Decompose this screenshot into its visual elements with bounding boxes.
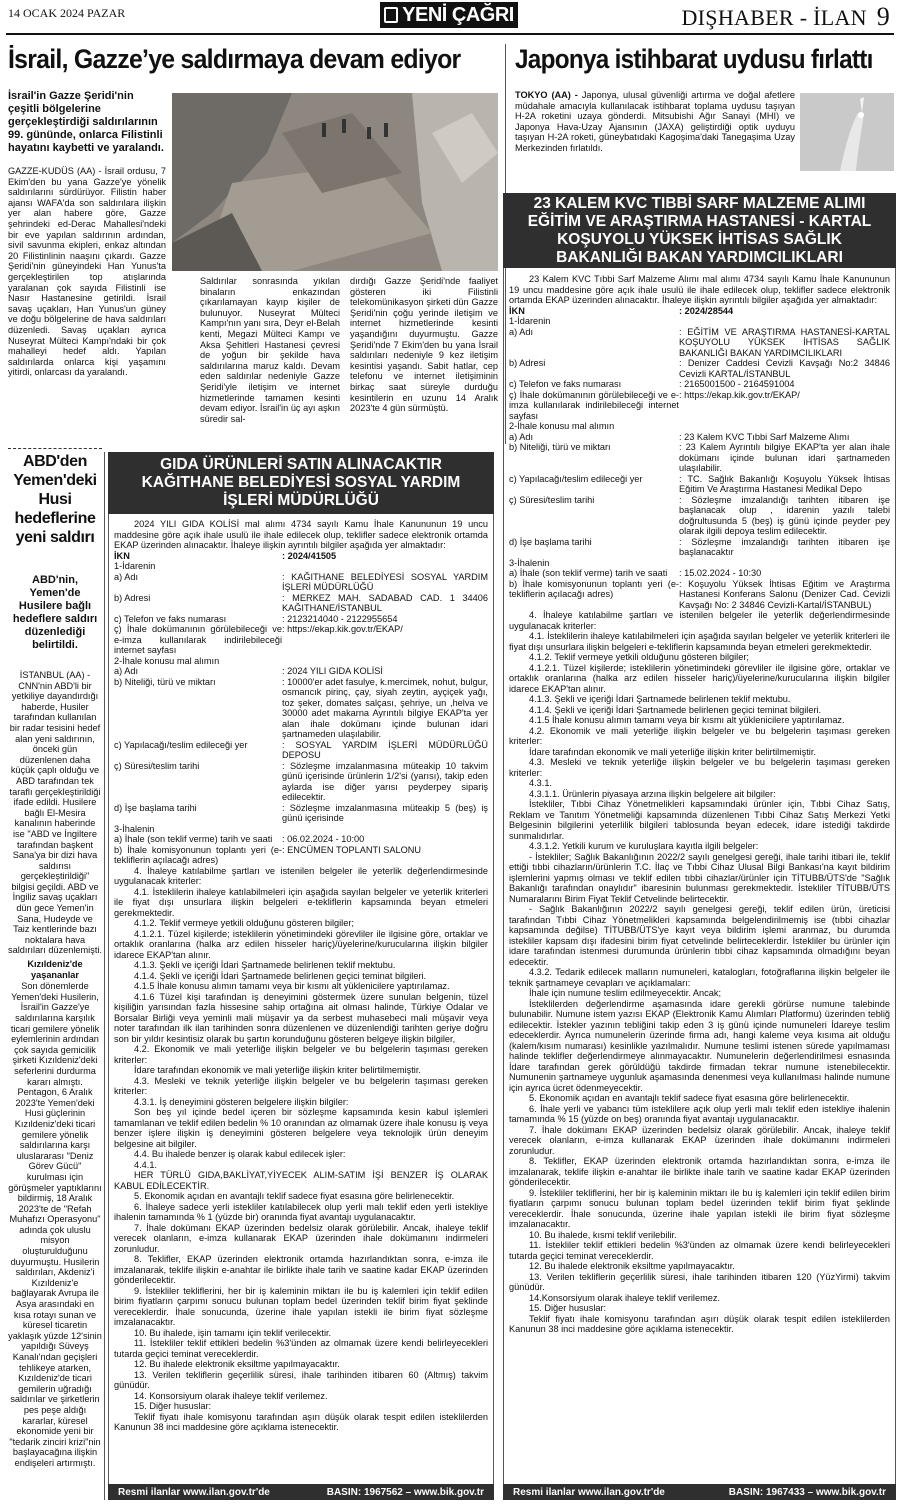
condition-paragraph: İsteklilerden değerlendirme aşamasında idare gerekli görürse numune talebinde bulunabilir. Numune istem yazısı EKAP (Elektronik Kamu Alımları Platformu) üzerinden tebliğ edilecektir. İstekler yazının tebliğini takip eden 3 iş günü içinde numuneleri İdareye teslim edeceklerdir. Ayrıca numunelerin üzerinde firma adı, hangi kaleme veya kısıma ait olduğu (kalem/kısım numarası) kesinlikle yazılmalıdır. Numune teslimi istenen sürede yapılmaması halinde teklifler değerlendirmeye alınmayacaktır. Numunelerin değerlendirilmesi esnasında İdare tarafından gerek görüldüğü takdirde firmadan tekrar numune istenebilecektir. Numunenin şartnameye uygunluk aşamasında denenmesi veya kullanılması halinde numune için ayrıca ücret ödenmeyecektir. bbox=[509, 998, 890, 1093]
detail-label: c) Yapılacağı/teslim edileceği yer bbox=[509, 473, 643, 484]
section-heading: 2-İhale konusu mal alımın bbox=[509, 421, 615, 431]
condition-paragraph: 4.3.1.1. Ürünlerin piyasaya arzına ilişkin belgelere ait bilgiler: bbox=[529, 788, 776, 799]
condition-paragraph: Son beş yıl içinde bedel içeren bir sözleşme kapsamında kesin kabul işlemleri tamamlanan ve teklif edilen bedelin % 10 oranından az olmamak üzere ihale konusu iş veya benzer işlere ilişkin iş deneyimini gösteren belgelere veya teknolojik ürün deneyim belgesine ait bilgiler. bbox=[114, 1107, 488, 1149]
detail-row bbox=[509, 327, 890, 359]
kartal-ikn-row bbox=[509, 306, 890, 317]
section-heading: 1-İdarenin bbox=[509, 316, 551, 326]
condition-paragraph: İdare tarafından ekonomik ve mali yeterliğe ilişkin kriter belirtilmemiştir. bbox=[134, 1065, 421, 1075]
detail-label: b) İhale komisyonunun toplantı yeri (e-tekliflerin açılacağı adres) bbox=[509, 578, 679, 599]
condition-paragraph: 6. İhale yerli ve yabancı tüm isteklilere açık olup yerli malı teklif eden istekliye ihalenin tamamında % 15 (yüzde on beş) oranında fiyat avantajı uygulanacaktır. bbox=[509, 1103, 890, 1124]
detail-value: : Sözleşme imzalanmasına müteakip 5 (beş) iş günü içerisinde bbox=[282, 802, 488, 823]
condition-paragraph: 15. Diğer hususlar: bbox=[134, 1401, 212, 1411]
condition-paragraph: İhale için numune teslim edilmeyecektir. Ancak; bbox=[529, 988, 722, 998]
detail-value: : 2165001500 - 2164591004 bbox=[679, 379, 795, 389]
kagithane-title-line: İŞLERİ MÜDÜRLÜĞÜ bbox=[223, 492, 379, 509]
detail-label: a) Adı bbox=[509, 431, 534, 442]
detail-label: ç) Süresi/teslim tarihi bbox=[509, 494, 595, 505]
detail-value: : 2024 YILI GIDA KOLİSİ bbox=[282, 666, 383, 676]
detail-value: : KAĞITHANE BELEDİYESİ SOSYAL YARDIM İŞLERİ MÜDÜRLÜĞÜ bbox=[282, 571, 488, 592]
detail-label: c) Yapılacağı/teslim edileceği yer bbox=[114, 739, 248, 750]
condition-paragraph: 12. Bu ihalede elektronik eksiltme yapılmayacaktır. bbox=[134, 1359, 340, 1369]
detail-label: a) Adı bbox=[509, 326, 534, 337]
detail-value: : SOSYAL YARDIM İŞLERİ MÜDÜRLÜĞÜ DEPOSU bbox=[282, 739, 488, 760]
condition-paragraph: 4.1.5 İhale konusu alımın tamamı veya bir kısmı alt yüklenicilere yaptırılamaz. bbox=[529, 715, 845, 725]
condition-paragraph: 4.1.6 Tüzel kişi tarafından iş deneyimini göstermek üzere sunulan belgenin, tüzel kişiliğin yarısından fazla hissesine sahip ortağına ait olması halinde, Türkiye Odalar ve Borsalar Birliği veya yeminli mali müşavir ya da serbest muhasebeci mali müşavir veya noter tarafından ilk ilan tarihinden sonra düzenlenen ve düzenlendiği tarihten geriye doğru son bir yıldır kesintisiz olarak bu şartın korunduğunu gösteren belgeye ilişkin bilgiler, bbox=[114, 991, 488, 1044]
detail-row bbox=[509, 568, 890, 579]
condition-paragraph: 4.3. Mesleki ve teknik yeterliğe ilişkin belgeler ve bu belgelerin taşıması gereken kriterler: bbox=[114, 1075, 488, 1096]
section-heading: 3-İhalenin bbox=[509, 557, 550, 568]
detail-label: d) İşe başlama tarihi bbox=[114, 802, 197, 813]
detail-row bbox=[114, 677, 488, 740]
ikn-value: : 2024/41505 bbox=[282, 550, 337, 561]
detail-label: c) Telefon ve faks numarası bbox=[509, 379, 622, 389]
condition-paragraph: 4.1.4. Şekli ve içeriği İdari Şartnamede belirlenen geçici teminat bilgileri. bbox=[529, 704, 822, 715]
abd-headline: ABD'den Yemen'deki Husi hedeflerine yeni saldırı bbox=[13, 453, 97, 546]
condition-paragraph: 13. Verilen tekliflerin geçerlilik süresi, ihale tarihinden itibaren 120 (YüzYirmi) takvim günüdür. bbox=[509, 1271, 890, 1292]
condition-paragraph: 11. İstekliler teklif ettikleri bedelin %3'ünden az olmamak üzere kendi belirleyecekleri tutarda geçici teminat vereceklerdir. bbox=[114, 1338, 488, 1359]
detail-value: : 23 Kalem Ayrıntılı bilgiye EKAP'ta yer alan ihale dokümanı içinde bulunan idari şartnameden ulaşılabilir. bbox=[679, 442, 890, 473]
condition-paragraph: HER TÜRLÜ GIDA,BAKLİYAT,YİYECEK ALIM-SATIM İŞİ BENZER İŞ OLARAK KABUL EDİLECEKTİR. bbox=[114, 1170, 488, 1191]
detail-value: : TC. Sağlık Bakanlığı Koşuyolu Yüksek İhtisas Eğitim Ve Araştırma Hastanesi Medikal Depo bbox=[679, 473, 890, 494]
kagithane-intro: 2024 YILI GIDA KOLİSİ mal alımı 4734 sayılı Kamu İhale Kanununun 19 uncu maddesine göre açık ihale usulü ile ihale edilecek olup, teklifler sadece elektronik ortamda EKAP üzerinden alınacaktır. İhaleye ilişkin ayrıntılı bilgiler aşağıda yer almaktadır: bbox=[114, 519, 488, 550]
detail-label: a) Adı bbox=[114, 571, 139, 582]
kagithane-title-line: GIDA ÜRÜNLERİ SATIN ALINACAKTIR bbox=[160, 456, 442, 473]
condition-paragraph: 9. İstekliler tekliflerini, her bir iş kaleminin miktarı ile bu iş kalemleri için teklif edilen birim fiyatların çarpımı sonucu bulunan toplam bedel üzerinden teklif birim fiyat şeklinde vereceklerdir. İhale sonucunda, üzerine ihale yapılan istekli ile birim fiyat sözleşme imzalanacaktır. bbox=[509, 1187, 890, 1229]
detail-row bbox=[509, 379, 890, 390]
condition-paragraph: 9. İstekliler tekliflerini, her bir iş kaleminin miktarı ile bu iş kalemleri için teklif edilen birim fiyatların çarpımı sonucu bulunan toplam bedel üzerinden teklif birim fiyat şeklinde vereceklerdir. İhale sonucunda, üzerine ihale yapılan istekli ile birim fiyat sözleşme imzalanacaktır. bbox=[114, 1285, 488, 1327]
detail-row bbox=[509, 358, 890, 379]
detail-label: a) İhale (son teklif verme) tarih ve saati bbox=[509, 568, 668, 578]
condition-paragraph: 7. İhale dokümanı EKAP üzerinden bedelsiz olarak görülebilir. Ancak, ihaleye teklif verecek olanların, e-imza kullanarak EKAP üzerinden ihale dokümanını indirmeleri zorunludur. bbox=[509, 1124, 890, 1156]
condition-paragraph: 4. İhaleye katılabilme şartları ve istenilen belgeler ile yeterlik değerlendirmesinde uygulanacak kriterler: bbox=[509, 610, 890, 631]
condition-paragraph: 4.1. İsteklilerin ihaleye katılabilmeleri için aşağıda sayılan belgeler ve yeterlik kriterleri ile fiyat dışı unsurlara ilişkin belgeleri e-tekliflerin kapsamında beyan etmeleri gerekmektedir. bbox=[114, 886, 488, 918]
issue-date: 14 OCAK 2024 PAZAR bbox=[8, 6, 126, 20]
kagithane-ad-footer bbox=[108, 1484, 494, 1500]
detail-value: : MERKEZ MAH. SADABAD CAD. 1 34406 KAĞITHANE/İSTANBUL bbox=[282, 592, 488, 613]
detail-row bbox=[509, 442, 890, 474]
israel-headline: İsrail, Gazze’ye saldırmaya devam ediyor bbox=[8, 44, 461, 74]
condition-paragraph: 4.2. Ekonomik ve mali yeterliğe ilişkin belgeler ve bu belgelerin taşıması gereken kriterler: bbox=[114, 1044, 488, 1065]
detail-row bbox=[114, 845, 488, 866]
kartal-title-line: KOŞUYOLU YÜKSEK İHTİSAS SAĞLIK bbox=[557, 230, 842, 248]
detail-row bbox=[509, 474, 890, 495]
detail-value: : Sözleşme imzalandığı tarihten itibaren işe başlanacak olup , idarenin yazılı talebi doğrultusunda 5 (beş) iş günü içinde peyder pey olarak ilgili depoya teslim edilecektir. bbox=[679, 494, 890, 536]
footer-ilan-link: Resmi ilanlar www.ilan.gov.tr'de bbox=[513, 1486, 665, 1498]
kagithane-ad-body bbox=[114, 519, 488, 1481]
detail-row bbox=[509, 390, 890, 422]
condition-paragraph: 4.4. Bu ihalede benzer iş olarak kabul edilecek işler: bbox=[134, 1149, 346, 1159]
detail-value: : 2123214040 - 2122955654 bbox=[282, 613, 398, 624]
detail-row bbox=[114, 593, 488, 614]
condition-paragraph: - Sağlık Bakanlığının 2022/2 sayılı genelgesi gereği, teklif edilen ürün, üreticisi tarafından Tıbbi Cihaz Yönetmelikleri kapsamında belgelendirilmemiş ise (tıbbi cihazlar kapsamında değilse) TİTUBB/ÜTS'ye kayıt veya bildirim işlemi aranmaz, bu durumda istekliler kapsam dışı ifadesini birim fiyat cetvelinde belirteceklerdir. İstekliler bu ürünler için idare tarafından istenmesi durumunda ürünlerin tıbbi cihaz kapsamında olmadığını beyan edecektir. bbox=[509, 904, 890, 967]
israel-column-3: dırdığı Gazze Şeridi'nde faaliyet gösteren iki Filistinli telekomünikasyon şirketi dün Gazze Şeridi'nin çoğu yerinde iletişim ve internet hizmetlerinde kesinti yaşandığını duyurmuştu. Gazze Şeridi'nde 7 Ekim'den bu yana İsrail saldırıları nedeniyle 9 kez iletişim kesintisi yaşandı. Sabit hatlar, cep telefonu ve internet iletişiminin birkaç saat süreyle durduğu kesintilerin en uzunu 14 Aralık 2023'te 4 gün sürmüştü. bbox=[350, 276, 498, 414]
detail-row bbox=[114, 761, 488, 803]
page-number: 9 bbox=[876, 2, 890, 31]
kartal-intro: 23 Kalem KVC Tıbbi Sarf Malzeme Alımı mal alımı 4734 sayılı Kamu İhale Kanununun 19 uncu maddesine göre açık ihale usulü ile ihale edilecek olup, teklifler sadece elektronik ortamda EKAP üzerinden alınacaktır. İhaleye ilişkin ayrıntılı bilgiler aşağıda yer almaktadır: bbox=[509, 274, 890, 305]
detail-row bbox=[114, 834, 488, 845]
detail-value: : 06.02.2024 - 10:00 bbox=[282, 834, 365, 844]
condition-paragraph: 14.Konsorsiyum olarak ihaleye teklif verilemez. bbox=[529, 1292, 720, 1303]
detail-value: : 15.02.2024 - 10:30 bbox=[679, 568, 762, 578]
kagithane-conditions bbox=[114, 866, 488, 1433]
detail-label: c) Telefon ve faks numarası bbox=[114, 613, 227, 624]
israel-column-1: GAZZE-KUDÜS (AA) - İsrail ordusu, 7 Ekim'den bu yana Gazze'ye yönelik saldırılarını sürdürüyor. Filistin haber ajansı WAFA'da son saldırılara ilişkin yer alan habere göre, Gazze şehrindeki ed-Derac Mahallesi'ndeki bir eve yapılan saldırının ardından, sivil savunma ekipleri, enkaz altından 20 Filistinlinin naaşını çıkardı. Gazze Şeridi'nin güneyindeki Han Yunus'ta gerçekleştirilen top atışlarında yaralanan çok sayıda Filistinli ise Nasır Hastanesine getirildi. İsrail savaş uçakları, Han Yunus'un güney ve doğu bölgelerine de hava saldırıları düzenledi. Savaş uçakları ayrıca Nuseyrat Mülteci Kampı'ndaki bir çok mahalleyi hedef aldı. Yapılan saldırılarda onlarca kişi yaşamını yitirdi, onlarcası da yaralandı. bbox=[8, 166, 166, 378]
abd-body-2: Son dönemlerde Yemen'deki Husilerin, İsrail'in Gazze'ye saldırılarına karşılık ticari gemilere yönelik eylemlerinin ardından çok sayıda gemicilik şirketi Kızıldeniz'deki seferlerini durdurma kararı almıştı. Pentagon, 6 Aralık 2023'te Yemen'deki Husi güçlerinin Kızıldeniz'deki ticari gemilere yönelik saldırılarına karşı uluslararası "Deniz Görev Gücü" kurulması için görüşmeler yaptıklarını bildirmiş, 18 Aralık 2023'te de "Refah Muhafızı Operasyonu" adında çok uluslu misyon oluşturulduğunu duyurmuştu. Husilerin saldırıları, Akdeniz'i Kızıldeniz'e bağlayarak Avrupa ile Asya arasındaki en kısa rotayı sunan ve küresel ticaretin yaklaşık yüzde 12'sinin yapıldığı Süveyş Kanalı'ndan geçişleri tehlikeye atarken, Kızıldeniz'de ticari gemilerin uğradığı saldırılar ve şirketlerin pes peşe aldığı kararlar, küresel ekonomide yeni bir "tedarik zinciri krizi"nin başlayacağına ilişkin endişeleri artırmıştı. bbox=[8, 981, 102, 1468]
detail-row bbox=[509, 537, 890, 558]
detail-label: a) Adı bbox=[114, 666, 139, 676]
condition-paragraph: - İstekliler; Sağlık Bakanlığının 2022/2 sayılı genelgesi gereği, ihale tarihi itibari ile, teklif ettiği tıbbi cihazların/ürünlerin T.C. İlaç ve Tıbbi Cihaz Ulusal Bilgi Bankası'na kayıt bildirim işlemlerini yapmış olması ve teklif edilen tıbbi cihazlar/ürünler için TİTUBB/ÜTS'de "Sağlık Bakanlığı tarafından onaylıdır" ibaresinin bulunması gerekmektedir. İstekliler TİTUBB/ÜTS Numaralarını Birim Fiyat Teklif Cetvelinde belirtecektir. bbox=[509, 851, 890, 904]
detail-value: : Sözleşme imzalandığı tarihten itibaren işe başlanacaktır bbox=[679, 536, 890, 557]
rocket-launch-photo bbox=[800, 93, 894, 171]
condition-paragraph: 4.3.1. İş deneyimini gösteren belgelere ilişkin bilgiler: bbox=[134, 1096, 349, 1107]
abd-subhead: Kızıldeniz'de yaşananlar bbox=[27, 959, 83, 980]
condition-paragraph: 4.2. Ekonomik ve mali yeterliğe ilişkin belgeler ve bu belgelerin taşıması gereken kriterler: bbox=[509, 725, 890, 746]
condition-paragraph: 13. Verilen tekliflerin geçerlilik süresi, ihale tarihinden itibaren 60 (Altmış) takvim günüdür. bbox=[114, 1369, 488, 1390]
section-heading: 1-İdarenin bbox=[114, 561, 156, 571]
detail-row bbox=[114, 572, 488, 593]
ikn-value: : 2024/28544 bbox=[679, 305, 734, 316]
detail-value: : https://ekap.kik.gov.tr/EKAP/ bbox=[282, 624, 403, 634]
condition-paragraph: 14. Konsorsiyum olarak ihaleye teklif verilemez. bbox=[134, 1390, 328, 1401]
detail-row bbox=[509, 579, 890, 611]
ikn-label: İKN bbox=[509, 305, 525, 316]
detail-label: ç) Süresi/teslim tarihi bbox=[114, 760, 200, 771]
condition-paragraph: 5. Ekonomik açıdan en avantajlı teklif sadece fiyat esasına göre belirlenecektir. bbox=[529, 1093, 850, 1103]
detail-row bbox=[509, 432, 890, 443]
abd-article-text bbox=[8, 670, 102, 1500]
column-divider bbox=[104, 452, 105, 1500]
kagithane-title-line: KAĞITHANE BELEDİYESİ SOSYAL YARDIM bbox=[141, 474, 461, 491]
detail-row bbox=[114, 803, 488, 824]
section-heading: 2-İhale konusu mal alımın bbox=[114, 655, 220, 666]
condition-paragraph: İstekliler, Tıbbi Cihaz Yönetmelikleri kapsamındaki ürünler için, Tıbbi Cihaz Satış, Reklam ve Tanıtım Yönetmeliği kapsamında düzenlenen Tıbbi Cihaz Satış Merkezi Yetki Belgesinin bilgilerini yeterlilik bilgileri tablosunda beyan edecek, idare istediği takdirde sunmalıdırlar. bbox=[509, 799, 890, 841]
abd-top-rule bbox=[8, 448, 102, 449]
kartal-ad-footer bbox=[503, 1484, 896, 1500]
detail-label: b) Niteliği, türü ve miktarı bbox=[509, 442, 611, 452]
condition-paragraph: 10. Bu ihalede, işin tamamı için teklif verilecektir. bbox=[134, 1327, 332, 1338]
detail-value: : ENCÜMEN TOPLANTI SALONU bbox=[282, 844, 422, 855]
detail-row bbox=[114, 614, 488, 625]
kartal-title-line: 23 KALEM KVC TIBBİ SARF MALZEME ALIMI bbox=[533, 194, 866, 212]
condition-paragraph: 6. İhaleye sadece yerli istekliler katılabilecek olup yerli malı teklif eden yerli istekliye ihalenin tamamında % 1 (yüzde bir) oranında fiyat avantajı uygulanacaktır. bbox=[114, 1201, 488, 1222]
abd-lead: ABD'nin, Yemen'de Husilere bağlı hedeflere saldırı düzenlediği belirtildi. bbox=[12, 574, 98, 651]
condition-paragraph: 8. Teklifler, EKAP üzerinden elektronik ortamda hazırlandıktan sonra, e-imza ile imzalanarak, teklife ilişkin e-anahtar ile birlikte ihale tarih ve saatine kadar EKAP üzerinden gönderilecektir. bbox=[114, 1254, 488, 1285]
israel-lead: İsrail'in Gazze Şeridi'nin çeşitli bölgelerine gerçekleştirdiği saldırılarının 99. gününde, onlarca Filistinli hayatını kaybetti ve yaralandı. bbox=[8, 90, 164, 154]
condition-paragraph: İdare tarafından ekonomik ve mali yeterliğe ilişkin kriter belirtilmemiştir. bbox=[529, 746, 816, 757]
detail-value: : Denizer Caddesi Cevizli Kavşağı No:2 34846 Cevizli KARTAL/İSTANBUL bbox=[679, 358, 890, 379]
japan-dateline: TOKYO (AA) - bbox=[515, 90, 578, 100]
condition-paragraph: 4.1.3. Şekli ve içeriği İdari Şartnamede belirlenen teklif mektubu. bbox=[134, 960, 396, 970]
ikn-label: İKN bbox=[114, 550, 130, 561]
detail-value: : EĞİTİM VE ARAŞTIRMA HASTANESİ-KARTAL KOŞUYOLU YÜKSEK İHTİSAS SAĞLIK BAKANLIĞI BAKAN YARDIMCILIKLARI bbox=[679, 326, 890, 358]
detail-row bbox=[509, 495, 890, 537]
section-name: DIŞHABER - İLAN bbox=[681, 5, 867, 30]
condition-paragraph: 4.1.3. Şekli ve içeriği İdari Şartnamede belirlenen teklif mektubu. bbox=[529, 694, 791, 704]
detail-value: : Sözleşme imzalanmasına müteakip 10 takvim günü içerisinde ürünlerin 1/2'si (yarısı), takip eden aylarda ise diğer yarısı peyderpey sipariş edilecektir. bbox=[282, 760, 488, 802]
footer-basin-code: BASIN: 1967433 – www.bik.gov.tr bbox=[728, 1486, 886, 1498]
condition-paragraph: 15. Diğer hususlar: bbox=[529, 1303, 607, 1313]
detail-label: d) İşe başlama tarihi bbox=[509, 536, 592, 547]
israel-column-2: Saldırılar sonrasında yıkılan binaların enkazından çıkarılamayan kayıp kişiler de bulunuyor. Nuseyrat Mülteci Kampı'nın yanı sıra, Deyr el-Belah kenti, Megazi Mülteci Kampı ve Aksa Şehitleri Hastanesi çevresi de yoğun bir şekilde hava saldırılarına maruz kaldı. Devam eden saldırılar nedeniyle Gazze Şeridi'yle iletişim ve internet hizmetlerinde tamamen kesinti devam ediyor. İsrail'in üç ayı aşkın süredir sal- bbox=[200, 276, 340, 424]
kartal-conditions bbox=[509, 610, 890, 1335]
detail-value: : https://ekap.kik.gov.tr/EKAP/ bbox=[679, 389, 800, 400]
detail-label: b) Niteliği, türü ve miktarı bbox=[114, 676, 216, 687]
condition-paragraph: 4.1.2.1. Tüzel kişilerde; isteklilerin yönetimindeki görevliler ile ilgisine göre, ortaklar ve ortaklık oranlarına (halka arz edilen hisseler hariç)/üyelerine/kurucularına ilişkin bilgiler idarece EKAP'tan alınır. bbox=[509, 662, 890, 694]
kagithane-ikn-row bbox=[114, 551, 488, 562]
footer-ilan-link: Resmi ilanlar www.ilan.gov.tr'de bbox=[118, 1486, 270, 1498]
condition-paragraph: 4.1. İsteklilerin ihaleye katılabilmeleri için aşağıda sayılan belgeler ve yeterlik kriterleri ile fiyat dışı unsurlara ilişkin belgeleri e-tekliflerin kapsamında beyan etmeleri gerekmektedir. bbox=[509, 631, 890, 652]
condition-paragraph: 12. Bu ihalede elektronik eksiltme yapılmayacaktır. bbox=[529, 1261, 735, 1271]
condition-paragraph: 8. Teklifler, EKAP üzerinden elektronik ortamda hazırlandıktan sonra, e-imza ile imzalanarak, teklife ilişkin e-anahtar ile birlikte ihale tarih ve saatine kadar EKAP üzerinden gönderilecektir. bbox=[509, 1156, 890, 1187]
kartal-title-line: BAKANLIĞI BAKAN YARDIMCILIKLARI bbox=[556, 248, 843, 266]
condition-paragraph: 4.4.1. bbox=[134, 1159, 157, 1170]
japan-article-text bbox=[515, 90, 795, 154]
abd-body-1: İSTANBUL (AA) - CNN'nin ABD'li bir yetkiliye dayandırdığı haberde, Husiler tarafından kullanılan bir radar tesisini hedef alan yeni saldırının, önceki gün düzenlenen daha küçük çaplı olduğu ve ABD tarafından tek taraflı gerçekleştirildiği ifade edildi. Husilere bağlı El-Mesira kanalının haberinde ise "ABD ve İngiltere tarafından başkent Sana'ya bir dizi hava saldırısı gerçekleştirildiği" bilgisi geçildi. ABD ve İngiliz savaş uçakları dün gece Yemen'in Sana, Hudeyde ve Taiz kentlerinde bazı noktalara hava saldırıları düzenlemişti. bbox=[8, 670, 102, 956]
condition-paragraph: 4.1.2. Teklif vermeye yetkili olduğunu gösteren bilgiler; bbox=[134, 918, 354, 928]
condition-paragraph: 4.3.2. Tedarik edilecek malların numuneleri, katalogları, fotoğraflarına ilişkin belgeler ile teknik şartnameye cevapları ve açıklamaları: bbox=[509, 967, 890, 988]
header-divider bbox=[6, 33, 894, 35]
condition-paragraph: 4.1.4. Şekli ve içeriği İdari Şartnamede belirlenen geçici teminat bilgileri. bbox=[134, 970, 427, 981]
detail-row bbox=[114, 624, 488, 656]
kartal-ad-title bbox=[503, 193, 896, 268]
condition-paragraph: 11. İstekliler teklif ettikleri bedelin %3'ünden az olmamak üzere kendi belirleyecekleri tutarda geçici teminat vereceklerdir. bbox=[509, 1240, 890, 1261]
detail-row bbox=[114, 666, 488, 677]
detail-label: b) Adresi bbox=[509, 358, 546, 368]
detail-label: ç) İhale dokümanının görülebileceği ve e-imza kullanılarak indirilebileceği internet sayfası bbox=[509, 389, 679, 421]
detail-label: b) Adresi bbox=[114, 592, 151, 603]
condition-paragraph: Teklif fiyatı ihale komisyonu tarafından aşırı düşük olarak tespit edilen isteklilerden Kanunun 38 inci maddesine göre açıklama istenecektir. bbox=[509, 1313, 890, 1334]
detail-value: : 23 Kalem KVC Tıbbi Sarf Malzeme Alımı bbox=[679, 431, 850, 442]
detail-value: : 10000'er adet fasulye, k.mercimek, nohut, bulgur, osmancık pirinç, çay, siyah zeytin, ayçiçek yağı, toz şeker, domates salçası, şehriye, un ,helva ve 30000 adet makarna Ayrıntılı bilgiye EKAP'ta yer alan ihale dokümanı içinde bulunan idari şartnameden ulaşılabilir. bbox=[282, 676, 488, 739]
condition-paragraph: 5. Ekonomik açıdan en avantajlı teklif sadece fiyat esasına göre belirlenecektir. bbox=[134, 1191, 455, 1201]
condition-paragraph: 10. Bu ihalede, kısmi teklif verilebilir. bbox=[529, 1229, 677, 1240]
kagithane-ad-title bbox=[108, 452, 494, 514]
gaza-rubble-photo bbox=[172, 93, 498, 271]
section-label bbox=[681, 2, 890, 32]
detail-label: ç) İhale dokümanının görülebileceği ve e-imza kullanılarak indirilebileceği internet sayfası bbox=[114, 624, 282, 655]
condition-paragraph: 4.1.2. Teklif vermeye yetkili olduğunu gösteren bilgiler; bbox=[529, 652, 749, 662]
condition-paragraph: 4.1.2.1. Tüzel kişilerde; isteklilerin yönetimindeki görevliler ile ilgisine göre, ortaklar ve ortaklık oranlarına (halka arz edilen hisseler hariç)/üyelerine/kurucularına ilişkin bilgiler idarece EKAP'tan alınır. bbox=[114, 928, 488, 960]
condition-paragraph: 4.1.5 İhale konusu alımın tamamı veya bir kısmı alt yüklenicilere yaptırılamaz. bbox=[134, 981, 450, 991]
condition-paragraph: 4.3. Mesleki ve teknik yeterliğe ilişkin belgeler ve bu belgelerin taşıması gereken kriterler: bbox=[509, 757, 890, 778]
kartal-ad-body bbox=[509, 274, 890, 1480]
masthead-logo-icon bbox=[384, 7, 398, 23]
newspaper-masthead bbox=[380, 2, 518, 28]
japan-body: Japonya, ulusal güvenliği artırma ve doğal afetlere müdahale amacıyla kullanılacak istihbarat toplama uydusu taşıyan H-2A roketini uzaya gönderdi. Mitsubishi Ağır Sanayi (MHI) ve Japonya Hava-Uzay Ajansının (JAXA) geliştirdiği optik uyduyu taşıyan H-2A roketi, güneybatıdaki Kagoşima'daki Tanegaşima Uzay Merkezinden fırlatıldı. bbox=[515, 90, 795, 153]
masthead-title: YENİ ÇAĞRI bbox=[402, 3, 514, 26]
detail-value: : Koşuyolu Yüksek İhtisas Eğitim ve Araştırma Hastanesi Konferans Salonu (Denizer Cad. Cevizli Kavşağı No: 2 34846 Cevizli-Kartal/İSTANBUL) bbox=[679, 578, 890, 610]
detail-label: b) İhale komisyonunun toplantı yeri (e-tekliflerin açılacağı adres) bbox=[114, 844, 282, 865]
condition-paragraph: 7. İhale dokümanı EKAP üzerinden bedelsiz olarak görülebilir. Ancak, ihaleye teklif verecek olanların, e-imza kullanarak EKAP üzerinden ihale dokümanını indirmeleri zorunludur. bbox=[114, 1222, 488, 1254]
condition-paragraph: 4.3.1.2. Yetkili kurum ve kuruluşlara kayıtla ilgili belgeler: bbox=[529, 841, 759, 851]
footer-basin-code: BASIN: 1967562 – www.bik.gov.tr bbox=[326, 1486, 484, 1498]
condition-paragraph: 4.3.1. bbox=[529, 778, 552, 788]
detail-label: a) İhale (son teklif verme) tarih ve saati bbox=[114, 834, 273, 844]
detail-row bbox=[114, 740, 488, 761]
condition-paragraph: 4. İhaleye katılabilme şartları ve istenilen belgeler ile yeterlik değerlendirmesinde uygulanacak kriterler: bbox=[114, 865, 488, 886]
condition-paragraph: Teklif fiyatı ihale komisyonu tarafından aşırı düşük olarak tespit edilen isteklilerden Kanunun 38 inci maddesine göre açıklama istenecektir. bbox=[114, 1411, 488, 1432]
kartal-title-line: EĞİTİM VE ARAŞTIRMA HASTANESİ - KARTAL bbox=[527, 212, 872, 230]
section-heading: 3-İhalenin bbox=[114, 823, 155, 834]
japan-headline: Japonya istihbarat uydusu fırlattı bbox=[515, 44, 873, 74]
